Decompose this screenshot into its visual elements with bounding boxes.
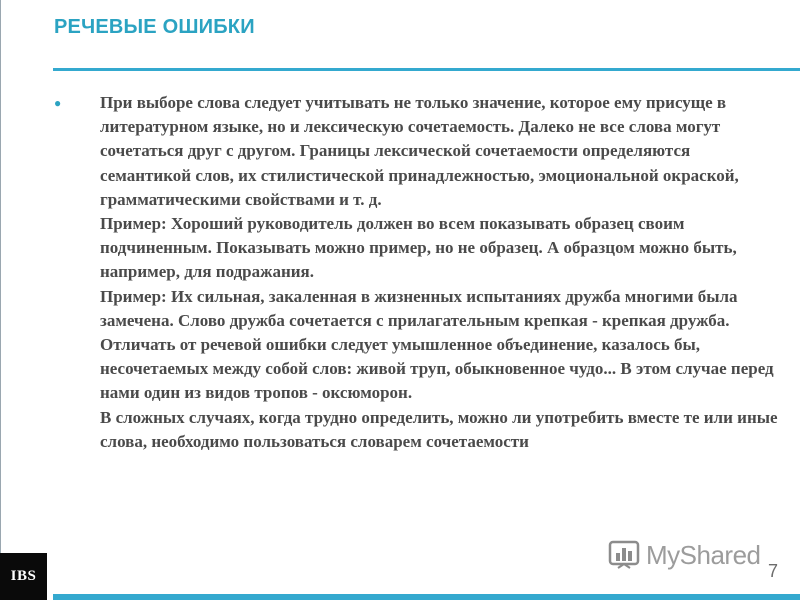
paragraph-example-friendship: Пример: Их сильная, закаленная в жизненных испытаниях дружба многими была замечена. Слово дружба сочетается с прилагательным крепкая - крепкая дружба.: [100, 286, 738, 330]
slide-title: РЕЧЕВЫЕ ОШИБКИ: [54, 16, 255, 38]
paragraph-example-leader: Пример: Хороший руководитель должен во всем показывать образец своим подчиненным. Показывать можно пример, но не образец. А образцом можно быть, например, для подражания.: [100, 214, 737, 282]
ibs-logo-text: IBS: [10, 568, 37, 584]
paragraph-lexical-compatibility: При выборе слова следует учитывать не только значение, которое ему присуще в литературном языке, но и лексическую сочетаемость. Далеко не все слова могут сочетаться друг с другом. Границы лексической сочетаемости определяются семантикой слов, их стилистической принадлежностью, эмоциональной окраской, грамматическими свойствами и т. д.: [100, 93, 739, 209]
watermark-text: MyShared: [646, 539, 761, 570]
page-number: 7: [768, 561, 779, 581]
ibs-logo: [0, 553, 47, 600]
bar-chart-logo-icon: [608, 538, 642, 572]
footer-rule: [53, 594, 800, 600]
slide-left-border: [0, 0, 1, 600]
paragraph-oxymoron: Отличать от речевой ошибки следует умышленное объединение, казалось бы, несочетаемых между собой слов: живой труп, обыкновенное чудо... В этом случае перед нами один из видов тропов - оксюморон.: [100, 335, 774, 403]
bullet-icon: ●: [54, 96, 62, 110]
paragraph-dictionary-advice: В сложных случаях, когда трудно определить, можно ли употребить вместе те или иные слова, необходимо пользоваться словарем сочетаемости: [100, 407, 778, 451]
myshared-watermark: [608, 538, 778, 572]
title-divider: [53, 68, 800, 71]
slide-body: [68, 91, 780, 454]
